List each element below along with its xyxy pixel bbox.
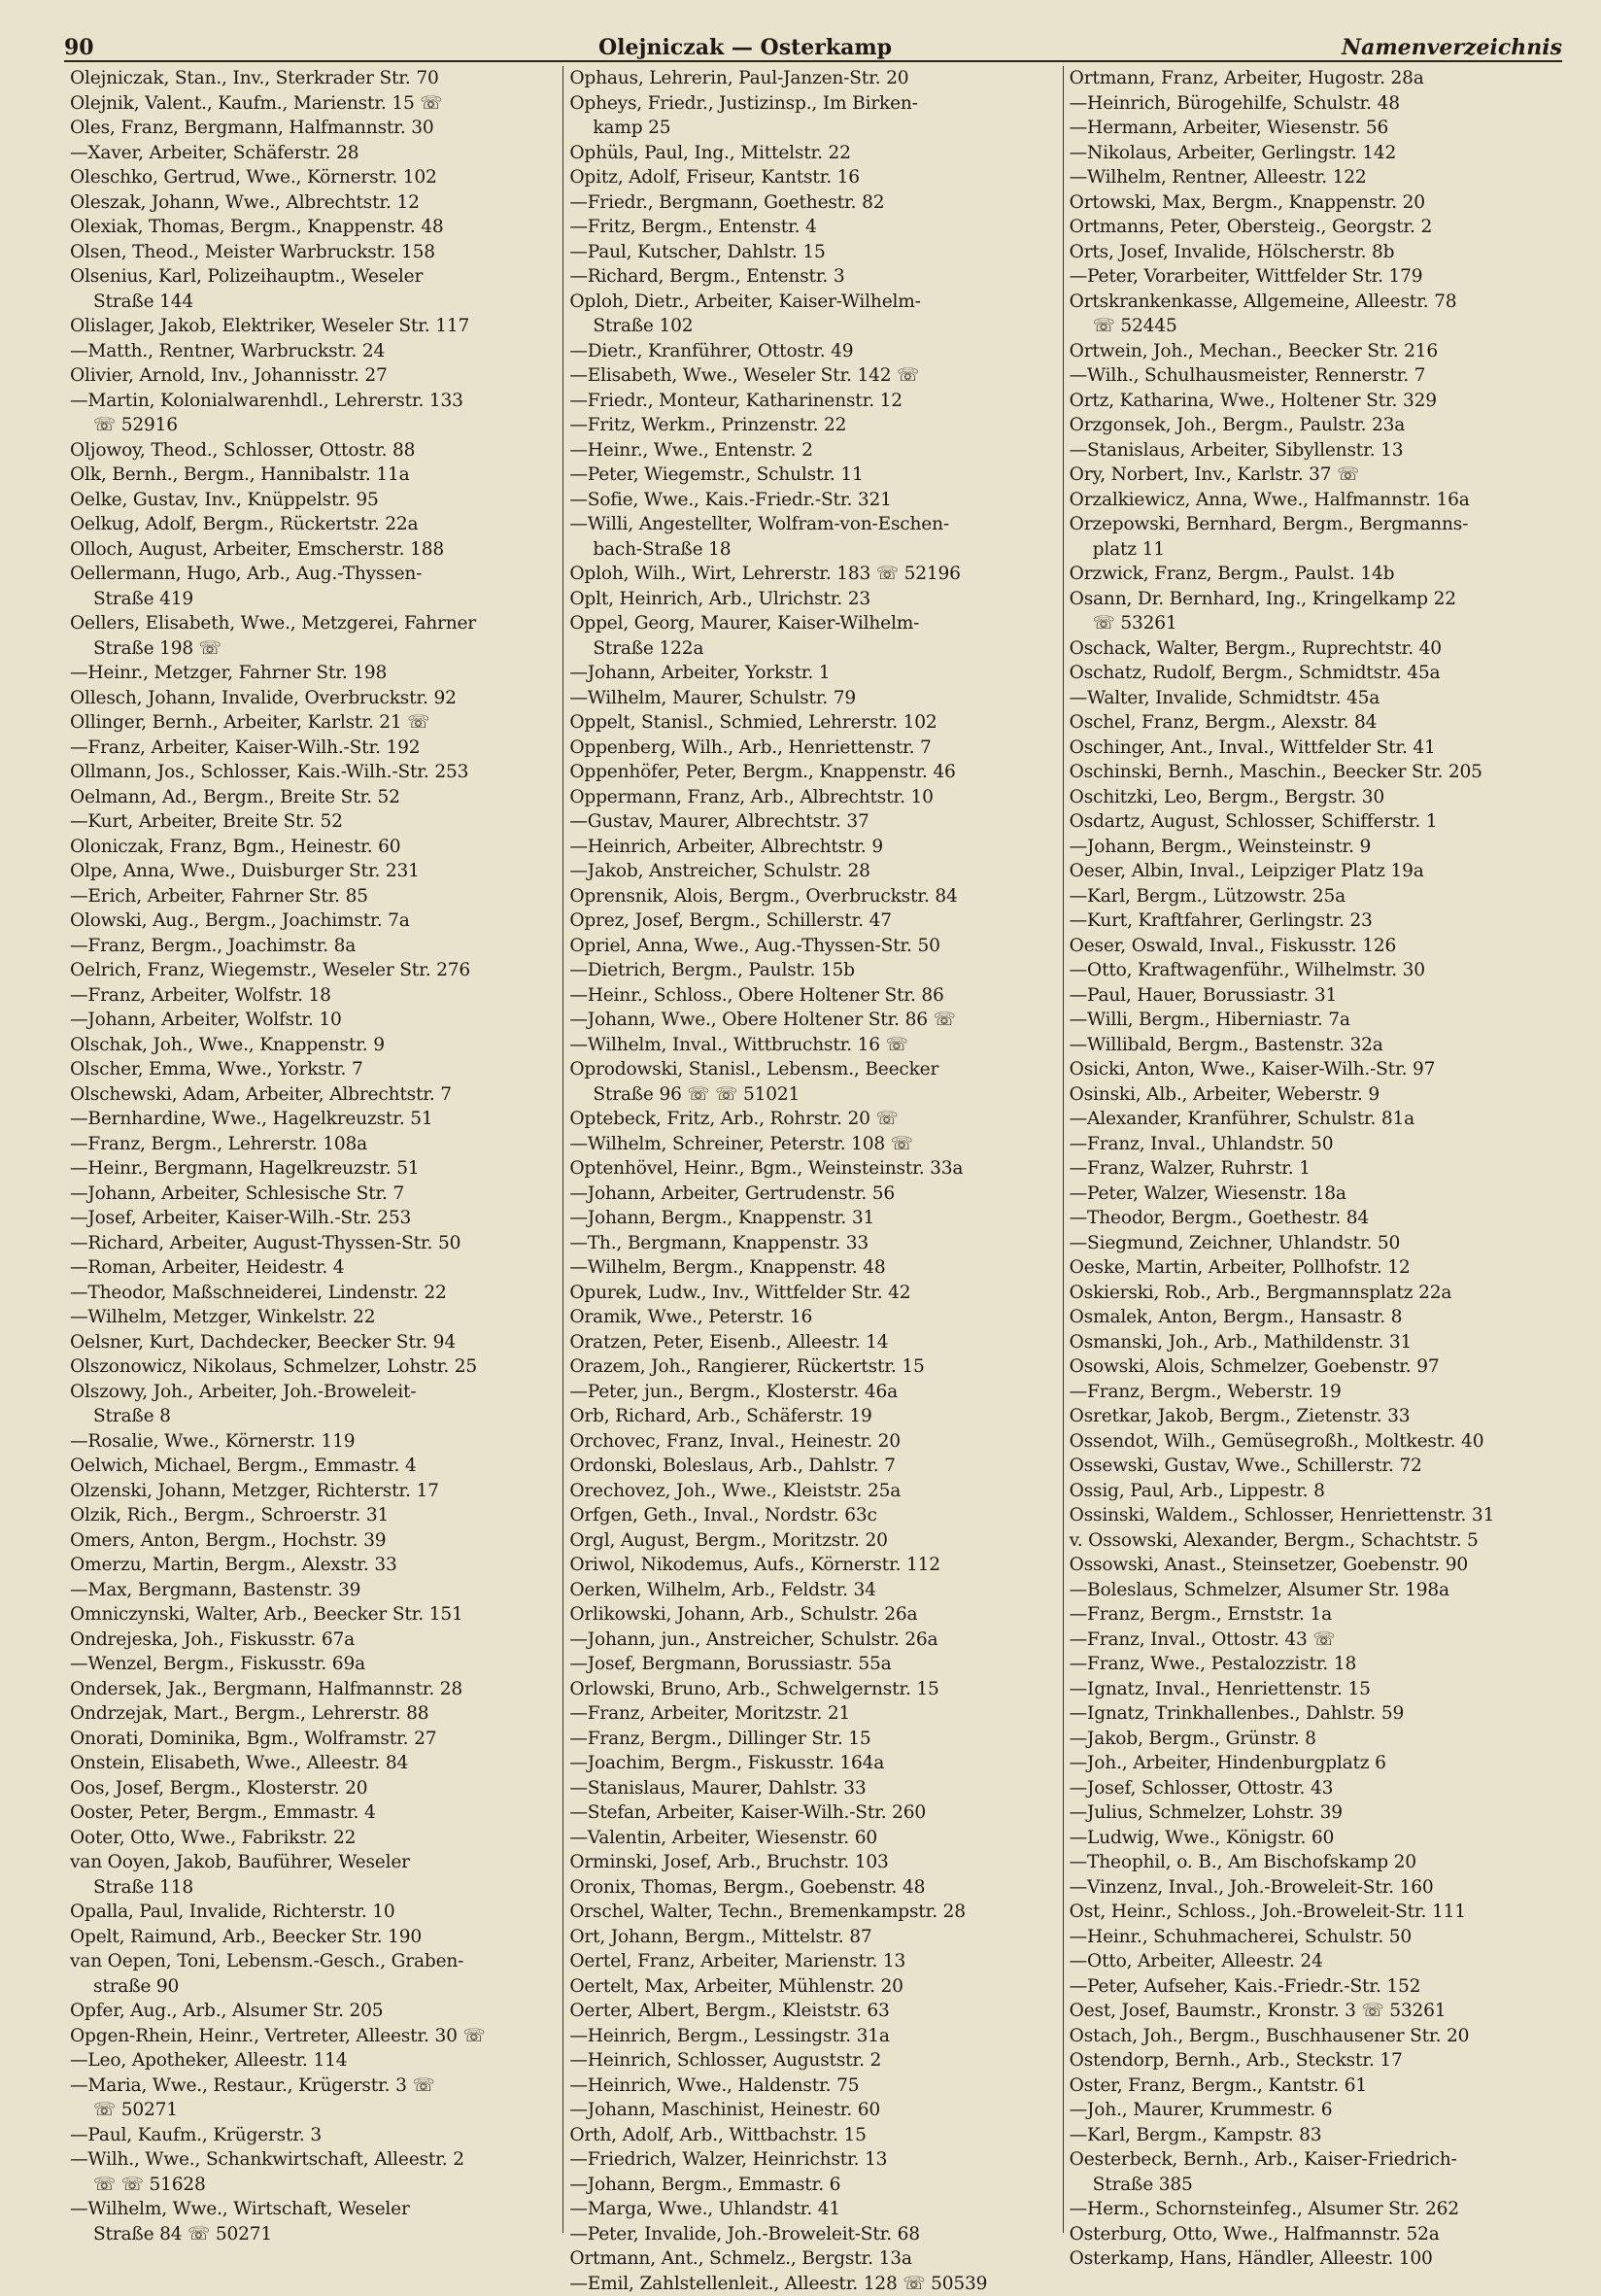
directory-entry: —Peter, Wiegemstr., Schulstr. 11	[569, 463, 1056, 488]
directory-entry: —Wilhelm, Rentner, Alleestr. 122	[1070, 165, 1556, 190]
directory-entry: Oschel, Franz, Bergm., Alexstr. 84	[1070, 710, 1556, 736]
directory-entry: Oppel, Georg, Maurer, Kaiser-Wilhelm-	[569, 611, 1056, 636]
directory-entry: Oelrich, Franz, Wiegemstr., Weseler Str. 276	[70, 958, 557, 983]
directory-entry: Ortz, Katharina, Wwe., Holtener Str. 329	[1070, 389, 1556, 414]
directory-entry: —Friedr., Monteur, Katharinenstr. 12	[569, 389, 1056, 414]
directory-entry: Ory, Norbert, Inv., Karlstr. 37 ☏	[1070, 463, 1556, 488]
directory-entry: —Heinr., Wwe., Entenstr. 2	[569, 438, 1056, 463]
directory-entry: —Ignatz, Inval., Henriettenstr. 15	[1070, 1677, 1556, 1702]
directory-entry: —Josef, Schlosser, Ottostr. 43	[1070, 1776, 1556, 1801]
directory-entry: ☏ 50271	[70, 2098, 557, 2123]
directory-entry: —Emil, Zahlstellenleit., Alleestr. 128 ☏ 50539	[569, 2272, 1056, 2296]
directory-entry: Olk, Bernh., Bergm., Hannibalstr. 11a	[70, 463, 557, 488]
directory-entry: Oeser, Albin, Inval., Leipziger Platz 19a	[1070, 859, 1556, 884]
directory-entry: Oesterbeck, Bernh., Arb., Kaiser-Friedrich-	[1070, 2147, 1556, 2173]
directory-entry: Ooster, Peter, Bergm., Emmastr. 4	[70, 1800, 557, 1826]
directory-entry: —Josef, Bergmann, Borussiastr. 55a	[569, 1652, 1056, 1677]
directory-entry: Oschinski, Bernh., Maschin., Beecker Str. 205	[1070, 760, 1556, 785]
directory-entry: Ollesch, Johann, Invalide, Overbruckstr. 92	[70, 686, 557, 711]
directory-entry: —Martin, Kolonialwarenhdl., Lehrerstr. 133	[70, 389, 557, 414]
directory-entry: Oeske, Martin, Arbeiter, Pollhofstr. 12	[1070, 1255, 1556, 1281]
directory-entry: Olzik, Rich., Bergm., Schroerstr. 31	[70, 1503, 557, 1528]
directory-entry: —Herm., Schornsteinfeg., Alsumer Str. 262	[1070, 2197, 1556, 2222]
directory-entry: Ordonski, Boleslaus, Arb., Dahlstr. 7	[569, 1454, 1056, 1479]
directory-entry: —Heinrich, Bergm., Lessingstr. 31a	[569, 2024, 1056, 2049]
directory-entry: —Franz, Arbeiter, Wolfstr. 18	[70, 983, 557, 1009]
directory-entry: —Th., Bergmann, Knappenstr. 33	[569, 1231, 1056, 1256]
directory-entry: —Boleslaus, Schmelzer, Alsumer Str. 198a	[1070, 1578, 1556, 1603]
directory-entry: Oellers, Elisabeth, Wwe., Metzgerei, Fahrner	[70, 611, 557, 636]
directory-entry: Ostach, Joh., Bergm., Buschhausener Str. 20	[1070, 2024, 1556, 2049]
page-header	[64, 27, 1562, 62]
directory-entry: —Johann, Arbeiter, Gertrudenstr. 56	[569, 1182, 1056, 1207]
directory-entry: platz 11	[1070, 537, 1556, 563]
columns	[64, 66, 1562, 2233]
directory-entry: Ortskrankenkasse, Allgemeine, Alleestr. 78	[1070, 290, 1556, 315]
directory-entry: —Erich, Arbeiter, Fahrner Str. 85	[70, 884, 557, 909]
directory-entry: —Franz, Bergm., Lehrerstr. 108a	[70, 1132, 557, 1157]
directory-entry: Oplt, Heinrich, Arb., Ulrichstr. 23	[569, 587, 1056, 612]
directory-entry: —Max, Bergmann, Bastenstr. 39	[70, 1578, 557, 1603]
directory-entry: —Ignatz, Trinkhallenbes., Dahlstr. 59	[1070, 1701, 1556, 1727]
directory-entry: —Jakob, Bergm., Grünstr. 8	[1070, 1727, 1556, 1752]
directory-entry: Olzenski, Johann, Metzger, Richterstr. 17	[70, 1479, 557, 1504]
directory-entry: —Walter, Invalide, Schmidtstr. 45a	[1070, 686, 1556, 711]
directory-entry: Orchovec, Franz, Inval., Heinestr. 20	[569, 1429, 1056, 1455]
directory-entry: Osmalek, Anton, Bergm., Hansastr. 8	[1070, 1305, 1556, 1330]
directory-entry: Oelkug, Adolf, Bergm., Rückertstr. 22a	[70, 512, 557, 537]
directory-entry: Oriwol, Nikodemus, Aufs., Körnerstr. 112	[569, 1553, 1056, 1578]
directory-entry: —Hermann, Arbeiter, Wiesenstr. 56	[1070, 116, 1556, 141]
directory-entry: Orth, Adolf, Arb., Wittbachstr. 15	[569, 2123, 1056, 2148]
directory-entry: Oljowoy, Theod., Schlosser, Ottostr. 88	[70, 438, 557, 463]
directory-entry: Osretkar, Jakob, Bergm., Zietenstr. 33	[1070, 1404, 1556, 1429]
directory-entry: Ostendorp, Bernh., Arb., Steckstr. 17	[1070, 2048, 1556, 2073]
column-3	[1063, 66, 1562, 2233]
directory-entry: —Nikolaus, Arbeiter, Gerlingstr. 142	[1070, 141, 1556, 166]
directory-entry: Osmanski, Joh., Arb., Mathildenstr. 31	[1070, 1330, 1556, 1355]
directory-entry: Olpe, Anna, Wwe., Duisburger Str. 231	[70, 859, 557, 884]
directory-entry: Oschitzki, Leo, Bergm., Bergstr. 30	[1070, 785, 1556, 810]
directory-entry: Ossig, Paul, Arb., Lippestr. 8	[1070, 1479, 1556, 1504]
directory-entry: Straße 118	[70, 1875, 557, 1901]
directory-entry: ☏ 53261	[1070, 611, 1556, 636]
directory-entry: Olejniczak, Stan., Inv., Sterkrader Str. 70	[70, 66, 557, 91]
directory-entry: Ortmann, Ant., Schmelz., Bergstr. 13a	[569, 2246, 1056, 2272]
directory-entry: —Vinzenz, Inval., Joh.-Broweleit-Str. 160	[1070, 1875, 1556, 1901]
directory-entry: Opheys, Friedr., Justizinsp., Im Birken-	[569, 91, 1056, 117]
directory-entry: Oskierski, Rob., Arb., Bergmannsplatz 22a	[1070, 1281, 1556, 1306]
directory-entry: Osterkamp, Hans, Händler, Alleestr. 100	[1070, 2246, 1556, 2272]
directory-entry: —Johann, Bergm., Knappenstr. 31	[569, 1206, 1056, 1231]
directory-entry: —Johann, jun., Anstreicher, Schulstr. 26a	[569, 1628, 1056, 1653]
directory-entry: kamp 25	[569, 116, 1056, 141]
directory-entry: —Theophil, o. B., Am Bischofskamp 20	[1070, 1850, 1556, 1875]
directory-entry: Ondrzejak, Mart., Bergm., Lehrerstr. 88	[70, 1701, 557, 1727]
directory-entry: straße 90	[70, 1974, 557, 2000]
directory-entry: Oploh, Dietr., Arbeiter, Kaiser-Wilhelm-	[569, 290, 1056, 315]
directory-entry: —Fritz, Bergm., Entenstr. 4	[569, 215, 1056, 240]
directory-entry: Ollmann, Jos., Schlosser, Kais.-Wilh.-Str. 253	[70, 760, 557, 785]
directory-entry: Opitz, Adolf, Friseur, Kantstr. 16	[569, 165, 1056, 190]
directory-entry: Oschinger, Ant., Inval., Wittfelder Str. 41	[1070, 736, 1556, 761]
directory-entry: —Kurt, Kraftfahrer, Gerlingstr. 23	[1070, 908, 1556, 934]
directory-entry: —Franz, Walzer, Ruhrstr. 1	[1070, 1156, 1556, 1182]
directory-entry: —Leo, Apotheker, Alleestr. 114	[70, 2048, 557, 2073]
directory-entry: Orfgen, Geth., Inval., Nordstr. 63c	[569, 1503, 1056, 1528]
directory-entry: Orzwick, Franz, Bergm., Paulst. 14b	[1070, 562, 1556, 587]
directory-entry: Orb, Richard, Arb., Schäferstr. 19	[569, 1404, 1056, 1429]
directory-entry: —Wilhelm, Metzger, Winkelstr. 22	[70, 1305, 557, 1330]
directory-entry: Oschack, Walter, Bergm., Ruprechtstr. 40	[1070, 636, 1556, 662]
running-title: Olejniczak — Osterkamp	[181, 35, 1310, 60]
directory-entry: Olschak, Joh., Wwe., Knappenstr. 9	[70, 1033, 557, 1058]
directory-entry: Straße 96 ☏ ☏ 51021	[569, 1082, 1056, 1108]
directory-entry: Straße 419	[70, 587, 557, 612]
directory-entry: Ossowski, Anast., Steinsetzer, Goebenstr. 90	[1070, 1553, 1556, 1578]
directory-entry: —Richard, Arbeiter, August-Thyssen-Str. 50	[70, 1231, 557, 1256]
directory-entry: bach-Straße 18	[569, 537, 1056, 563]
directory-entry: —Gustav, Maurer, Albrechtstr. 37	[569, 809, 1056, 835]
directory-entry: Opurek, Ludw., Inv., Wittfelder Str. 42	[569, 1281, 1056, 1306]
directory-entry: Orgl, August, Bergm., Moritzstr. 20	[569, 1528, 1056, 1554]
directory-entry: Optebeck, Fritz, Arb., Rohrstr. 20 ☏	[569, 1107, 1056, 1132]
directory-entry: —Paul, Hauer, Borussiastr. 31	[1070, 983, 1556, 1009]
directory-entry: ☏ 52445	[1070, 314, 1556, 339]
directory-entry: —Franz, Arbeiter, Moritzstr. 21	[569, 1701, 1056, 1727]
directory-entry: —Franz, Bergm., Dillinger Str. 15	[569, 1727, 1056, 1752]
directory-entry: —Franz, Inval., Ottostr. 43 ☏	[1070, 1628, 1556, 1653]
directory-entry: Omniczynski, Walter, Arb., Beecker Str. 151	[70, 1602, 557, 1628]
directory-entry: —Richard, Bergm., Entenstr. 3	[569, 264, 1056, 290]
directory-entry: Onstein, Elisabeth, Wwe., Alleestr. 84	[70, 1751, 557, 1776]
directory-entry: Orminski, Josef, Arb., Bruchstr. 103	[569, 1850, 1056, 1875]
directory-entry: Olschewski, Adam, Arbeiter, Albrechtstr. 7	[70, 1082, 557, 1108]
directory-entry: —Fritz, Werkm., Prinzenstr. 22	[569, 413, 1056, 438]
directory-entry: Oramik, Wwe., Peterstr. 16	[569, 1305, 1056, 1330]
directory-entry: Ort, Johann, Bergm., Mittelstr. 87	[569, 1925, 1056, 1950]
directory-entry: —Wilh., Schulhausmeister, Rennerstr. 7	[1070, 363, 1556, 389]
directory-entry: Ophaus, Lehrerin, Paul-Janzen-Str. 20	[569, 66, 1056, 91]
directory-entry: Orschel, Walter, Techn., Bremenkampstr. 28	[569, 1900, 1056, 1925]
directory-entry: Oploh, Wilh., Wirt, Lehrerstr. 183 ☏ 52196	[569, 562, 1056, 587]
page-number: 90	[64, 35, 181, 60]
directory-entry: Oppermann, Franz, Arb., Albrechtstr. 10	[569, 785, 1056, 810]
directory-entry: Opgen-Rhein, Heinr., Vertreter, Alleestr. 30 ☏	[70, 2024, 557, 2049]
directory-entry: —Peter, Aufseher, Kais.-Friedr.-Str. 152	[1070, 1974, 1556, 2000]
directory-entry: Olloch, August, Arbeiter, Emscherstr. 188	[70, 537, 557, 563]
directory-entry: Olislager, Jakob, Elektriker, Weseler Str. 117	[70, 314, 557, 339]
directory-entry: —Franz, Arbeiter, Kaiser-Wilh.-Str. 192	[70, 736, 557, 761]
directory-entry: —Franz, Inval., Uhlandstr. 50	[1070, 1132, 1556, 1157]
directory-entry: —Karl, Bergm., Kampstr. 83	[1070, 2123, 1556, 2148]
directory-entry: Oelwich, Michael, Bergm., Emmastr. 4	[70, 1454, 557, 1479]
directory-entry: —Dietrich, Bergm., Paulstr. 15b	[569, 958, 1056, 983]
directory-entry: —Wilhelm, Wwe., Wirtschaft, Weseler	[70, 2197, 557, 2222]
directory-entry: —Heinr., Schuhmacherei, Schulstr. 50	[1070, 1925, 1556, 1950]
directory-entry: ☏ ☏ 51628	[70, 2173, 557, 2198]
directory-entry: Oprodowski, Stanisl., Lebensm., Beecker	[569, 1057, 1056, 1082]
directory-entry: Oloniczak, Franz, Bgm., Heinestr. 60	[70, 835, 557, 860]
directory-entry: Opelt, Raimund, Arb., Beecker Str. 190	[70, 1925, 557, 1950]
directory-entry: —Heinrich, Schlosser, Auguststr. 2	[569, 2048, 1056, 2073]
directory-entry: Oster, Franz, Bergm., Kantstr. 61	[1070, 2073, 1556, 2099]
directory-entry: —Ludwig, Wwe., Königstr. 60	[1070, 1826, 1556, 1851]
directory-entry: —Matth., Rentner, Warbruckstr. 24	[70, 339, 557, 364]
directory-entry: Orechovez, Joh., Wwe., Kleiststr. 25a	[569, 1479, 1056, 1504]
directory-entry: —Valentin, Arbeiter, Wiesenstr. 60	[569, 1826, 1056, 1851]
directory-entry: —Heinr., Bergmann, Hagelkreuzstr. 51	[70, 1156, 557, 1182]
directory-entry: —Bernhardine, Wwe., Hagelkreuzstr. 51	[70, 1107, 557, 1132]
directory-entry: —Maria, Wwe., Restaur., Krügerstr. 3 ☏	[70, 2073, 557, 2099]
directory-entry: —Theodor, Bergm., Goethestr. 84	[1070, 1206, 1556, 1231]
directory-entry: Oppenhöfer, Peter, Bergm., Knappenstr. 46	[569, 760, 1056, 785]
directory-entry: —Julius, Schmelzer, Lohstr. 39	[1070, 1800, 1556, 1826]
directory-entry: Opriel, Anna, Wwe., Aug.-Thyssen-Str. 50	[569, 934, 1056, 959]
directory-entry: Orzgonsek, Joh., Bergm., Paulstr. 23a	[1070, 413, 1556, 438]
directory-entry: Oertel, Franz, Arbeiter, Marienstr. 13	[569, 1949, 1056, 1974]
column-2	[562, 66, 1062, 2233]
directory-entry: Orlowski, Bruno, Arb., Schwelgernstr. 15	[569, 1677, 1056, 1702]
directory-entry: Olszonowicz, Nikolaus, Schmelzer, Lohstr. 25	[70, 1354, 557, 1380]
directory-entry: —Heinr., Metzger, Fahrner Str. 198	[70, 661, 557, 686]
directory-entry: Straße 198 ☏	[70, 636, 557, 662]
directory-entry: Straße 84 ☏ 50271	[70, 2222, 557, 2247]
directory-entry: Oeser, Oswald, Inval., Fiskusstr. 126	[1070, 934, 1556, 959]
directory-entry: Oronix, Thomas, Bergm., Goebenstr. 48	[569, 1875, 1056, 1901]
directory-entry: —Dietr., Kranführer, Ottostr. 49	[569, 339, 1056, 364]
directory-entry: Onorati, Dominika, Bgm., Wolframstr. 27	[70, 1727, 557, 1752]
directory-entry: —Heinrich, Arbeiter, Albrechtstr. 9	[569, 835, 1056, 860]
directory-entry: Oles, Franz, Bergmann, Halfmannstr. 30	[70, 116, 557, 141]
directory-entry: —Willibald, Bergm., Bastenstr. 32a	[1070, 1033, 1556, 1058]
directory-entry: —Sofie, Wwe., Kais.-Friedr.-Str. 321	[569, 488, 1056, 513]
directory-entry: —Stanislaus, Maurer, Dahlstr. 33	[569, 1776, 1056, 1801]
directory-entry: Omers, Anton, Bergm., Hochstr. 39	[70, 1528, 557, 1554]
directory-entry: Olivier, Arnold, Inv., Johannisstr. 27	[70, 363, 557, 389]
directory-entry: —Willi, Bergm., Hiberniastr. 7a	[1070, 1008, 1556, 1033]
directory-entry: Oschatz, Rudolf, Bergm., Schmidtstr. 45a	[1070, 661, 1556, 686]
directory-entry: Oerter, Albert, Bergm., Kleiststr. 63	[569, 1999, 1056, 2024]
directory-entry: Olscher, Emma, Wwe., Yorkstr. 7	[70, 1057, 557, 1082]
directory-entry: Osinski, Alb., Arbeiter, Weberstr. 9	[1070, 1082, 1556, 1108]
directory-entry: —Roman, Arbeiter, Heidestr. 4	[70, 1255, 557, 1281]
directory-entry: Ortmann, Franz, Arbeiter, Hugostr. 28a	[1070, 66, 1556, 91]
directory-entry: —Peter, jun., Bergm., Klosterstr. 46a	[569, 1380, 1056, 1405]
directory-entry: —Rosalie, Wwe., Körnerstr. 119	[70, 1429, 557, 1455]
directory-entry: Opalla, Paul, Invalide, Richterstr. 10	[70, 1900, 557, 1925]
directory-entry: —Stanislaus, Arbeiter, Sibyllenstr. 13	[1070, 438, 1556, 463]
directory-entry: —Siegmund, Zeichner, Uhlandstr. 50	[1070, 1231, 1556, 1256]
directory-entry: Olowski, Aug., Bergm., Joachimstr. 7a	[70, 908, 557, 934]
directory-entry: —Joachim, Bergm., Fiskusstr. 164a	[569, 1751, 1056, 1776]
directory-entry: Oos, Josef, Bergm., Klosterstr. 20	[70, 1776, 557, 1801]
directory-entry: —Friedrich, Walzer, Heinrichstr. 13	[569, 2147, 1056, 2173]
directory-entry: Oelsner, Kurt, Dachdecker, Beecker Str. 94	[70, 1330, 557, 1355]
directory-entry: Oelmann, Ad., Bergm., Breite Str. 52	[70, 785, 557, 810]
directory-entry: —Wilhelm, Inval., Wittbruchstr. 16 ☏	[569, 1033, 1056, 1058]
directory-entry: —Wilh., Wwe., Schankwirtschaft, Alleestr. 2	[70, 2147, 557, 2173]
directory-entry: Oprensnik, Alois, Bergm., Overbruckstr. 84	[569, 884, 1056, 909]
directory-entry: —Wilhelm, Maurer, Schulstr. 79	[569, 686, 1056, 711]
directory-entry: Oratzen, Peter, Eisenb., Alleestr. 14	[569, 1330, 1056, 1355]
directory-entry: Ollinger, Bernh., Arbeiter, Karlstr. 21 ☏	[70, 710, 557, 736]
directory-entry: Olejnik, Valent., Kaufm., Marienstr. 15 ☏	[70, 91, 557, 117]
directory-entry: —Franz, Bergm., Joachimstr. 8a	[70, 934, 557, 959]
directory-entry: Orzalkiewicz, Anna, Wwe., Halfmannstr. 16a	[1070, 488, 1556, 513]
directory-entry: —Wenzel, Bergm., Fiskusstr. 69a	[70, 1652, 557, 1677]
directory-entry: —Theodor, Maßschneiderei, Lindenstr. 22	[70, 1281, 557, 1306]
directory-entry: —Josef, Arbeiter, Kaiser-Wilh.-Str. 253	[70, 1206, 557, 1231]
directory-entry: —Johann, Arbeiter, Schlesische Str. 7	[70, 1182, 557, 1207]
directory-entry: —Johann, Arbeiter, Yorkstr. 1	[569, 661, 1056, 686]
directory-entry: —Joh., Maurer, Krummestr. 6	[1070, 2098, 1556, 2123]
directory-entry: ☏ 52916	[70, 413, 557, 438]
directory-entry: v. Ossowski, Alexander, Bergm., Schachtstr. 5	[1070, 1528, 1556, 1554]
directory-entry: Ophüls, Paul, Ing., Mittelstr. 22	[569, 141, 1056, 166]
directory-entry: Olsen, Theod., Meister Warbruckstr. 158	[70, 240, 557, 265]
directory-entry: —Johann, Maschinist, Heinestr. 60	[569, 2098, 1056, 2123]
directory-entry: —Alexander, Kranführer, Schulstr. 81a	[1070, 1107, 1556, 1132]
directory-entry: Oerken, Wilhelm, Arb., Feldstr. 34	[569, 1578, 1056, 1603]
section-title: Namenverzeichnis	[1310, 35, 1562, 60]
directory-entry: —Peter, Vorarbeiter, Wittfelder Str. 179	[1070, 264, 1556, 290]
directory-entry: —Otto, Kraftwagenführ., Wilhelmstr. 30	[1070, 958, 1556, 983]
directory-entry: Olexiak, Thomas, Bergm., Knappenstr. 48	[70, 215, 557, 240]
directory-entry: —Kurt, Arbeiter, Breite Str. 52	[70, 809, 557, 835]
directory-entry: —Otto, Arbeiter, Alleestr. 24	[1070, 1949, 1556, 1974]
directory-entry: Orzepowski, Bernhard, Bergm., Bergmanns-	[1070, 512, 1556, 537]
directory-entry: Ossinski, Waldem., Schlosser, Henriettenstr. 31	[1070, 1503, 1556, 1528]
directory-entry: —Wilhelm, Schreiner, Peterstr. 108 ☏	[569, 1132, 1056, 1157]
directory-entry: —Johann, Bergm., Weinsteinstr. 9	[1070, 835, 1556, 860]
directory-entry: —Peter, Walzer, Wiesenstr. 18a	[1070, 1182, 1556, 1207]
directory-entry: Straße 385	[1070, 2173, 1556, 2198]
directory-entry: Omerzu, Martin, Bergm., Alexstr. 33	[70, 1553, 557, 1578]
directory-entry: Oellermann, Hugo, Arb., Aug.-Thyssen-	[70, 562, 557, 587]
directory-entry: Oelke, Gustav, Inv., Knüppelstr. 95	[70, 488, 557, 513]
directory-entry: Ossendot, Wilh., Gemüsegroßh., Moltkestr. 40	[1070, 1429, 1556, 1455]
directory-entry: Oleschko, Gertrud, Wwe., Körnerstr. 102	[70, 165, 557, 190]
directory-entry: —Willi, Angestellter, Wolfram-von-Eschen-	[569, 512, 1056, 537]
directory-entry: Oppenberg, Wilh., Arb., Henriettenstr. 7	[569, 736, 1056, 761]
directory-entry: —Wilhelm, Bergm., Knappenstr. 48	[569, 1255, 1056, 1281]
directory-entry: Straße 144	[70, 290, 557, 315]
directory-entry: Osowski, Alois, Schmelzer, Goebenstr. 97	[1070, 1354, 1556, 1380]
directory-entry: Oest, Josef, Baumstr., Kronstr. 3 ☏ 53261	[1070, 1999, 1556, 2024]
directory-entry: Oertelt, Max, Arbeiter, Mühlenstr. 20	[569, 1974, 1056, 2000]
directory-entry: —Heinrich, Wwe., Haldenstr. 75	[569, 2073, 1056, 2099]
directory-entry: —Johann, Wwe., Obere Holtener Str. 86 ☏	[569, 1008, 1056, 1033]
directory-entry: —Franz, Wwe., Pestalozzistr. 18	[1070, 1652, 1556, 1677]
directory-entry: Osdartz, August, Schlosser, Schifferstr. 1	[1070, 809, 1556, 835]
directory-entry: Straße 102	[569, 314, 1056, 339]
directory-entry: Straße 8	[70, 1404, 557, 1429]
directory-entry: Ooter, Otto, Wwe., Fabrikstr. 22	[70, 1826, 557, 1851]
directory-entry: —Marga, Wwe., Uhlandstr. 41	[569, 2197, 1056, 2222]
directory-entry: Orlikowski, Johann, Arb., Schulstr. 26a	[569, 1602, 1056, 1628]
directory-entry: Olszowy, Joh., Arbeiter, Joh.-Broweleit-	[70, 1380, 557, 1405]
directory-entry: Ondersek, Jak., Bergmann, Halfmannstr. 28	[70, 1677, 557, 1702]
directory-entry: Ost, Heinr., Schloss., Joh.-Broweleit-Str. 111	[1070, 1900, 1556, 1925]
directory-entry: —Johann, Bergm., Emmastr. 6	[569, 2173, 1056, 2198]
directory-entry: Opfer, Aug., Arb., Alsumer Str. 205	[70, 1999, 557, 2024]
directory-entry: Ortwein, Joh., Mechan., Beecker Str. 216	[1070, 339, 1556, 364]
directory-entry: Optenhövel, Heinr., Bgm., Weinsteinstr. 33a	[569, 1156, 1056, 1182]
column-1	[64, 66, 562, 2233]
directory-entry: Ondrejeska, Joh., Fiskusstr. 67a	[70, 1628, 557, 1653]
directory-entry: —Heinrich, Bürogehilfe, Schulstr. 48	[1070, 91, 1556, 117]
directory-entry: Oleszak, Johann, Wwe., Albrechtstr. 12	[70, 190, 557, 216]
directory-entry: Osterburg, Otto, Wwe., Halfmannstr. 52a	[1070, 2222, 1556, 2247]
directory-entry: —Heinr., Schloss., Obere Holtener Str. 86	[569, 983, 1056, 1009]
directory-entry: Straße 122a	[569, 636, 1056, 662]
directory-entry: —Franz, Bergm., Weberstr. 19	[1070, 1380, 1556, 1405]
directory-entry: —Peter, Invalide, Joh.-Broweleit-Str. 68	[569, 2222, 1056, 2247]
directory-entry: —Franz, Bergm., Ernststr. 1a	[1070, 1602, 1556, 1628]
directory-entry: Osann, Dr. Bernhard, Ing., Kringelkamp 22	[1070, 587, 1556, 612]
directory-entry: Ortowski, Max, Bergm., Knappenstr. 20	[1070, 190, 1556, 216]
directory-entry: —Karl, Bergm., Lützowstr. 25a	[1070, 884, 1556, 909]
directory-entry: Ossewski, Gustav, Wwe., Schillerstr. 72	[1070, 1454, 1556, 1479]
directory-entry: —Johann, Arbeiter, Wolfstr. 10	[70, 1008, 557, 1033]
directory-entry: —Xaver, Arbeiter, Schäferstr. 28	[70, 141, 557, 166]
directory-entry: —Paul, Kaufm., Krügerstr. 3	[70, 2123, 557, 2148]
directory-entry: —Stefan, Arbeiter, Kaiser-Wilh.-Str. 260	[569, 1800, 1056, 1826]
directory-entry: Orts, Josef, Invalide, Hölscherstr. 8b	[1070, 240, 1556, 265]
directory-entry: Ortmanns, Peter, Obersteig., Georgstr. 2	[1070, 215, 1556, 240]
directory-entry: —Joh., Arbeiter, Hindenburgplatz 6	[1070, 1751, 1556, 1776]
directory-entry: —Elisabeth, Wwe., Weseler Str. 142 ☏	[569, 363, 1056, 389]
directory-entry: Olsenius, Karl, Polizeihauptm., Weseler	[70, 264, 557, 290]
directory-entry: van Oepen, Toni, Lebensm.-Gesch., Graben-	[70, 1949, 557, 1974]
directory-entry: —Paul, Kutscher, Dahlstr. 15	[569, 240, 1056, 265]
directory-entry: —Friedr., Bergmann, Goethestr. 82	[569, 190, 1056, 216]
directory-entry: —Jakob, Anstreicher, Schulstr. 28	[569, 859, 1056, 884]
directory-entry: Oprez, Josef, Bergm., Schillerstr. 47	[569, 908, 1056, 934]
directory-entry: Osicki, Anton, Wwe., Kaiser-Wilh.-Str. 97	[1070, 1057, 1556, 1082]
directory-entry: van Ooyen, Jakob, Bauführer, Weseler	[70, 1850, 557, 1875]
directory-entry: Oppelt, Stanisl., Schmied, Lehrerstr. 102	[569, 710, 1056, 736]
directory-entry: Orazem, Joh., Rangierer, Rückertstr. 15	[569, 1354, 1056, 1380]
